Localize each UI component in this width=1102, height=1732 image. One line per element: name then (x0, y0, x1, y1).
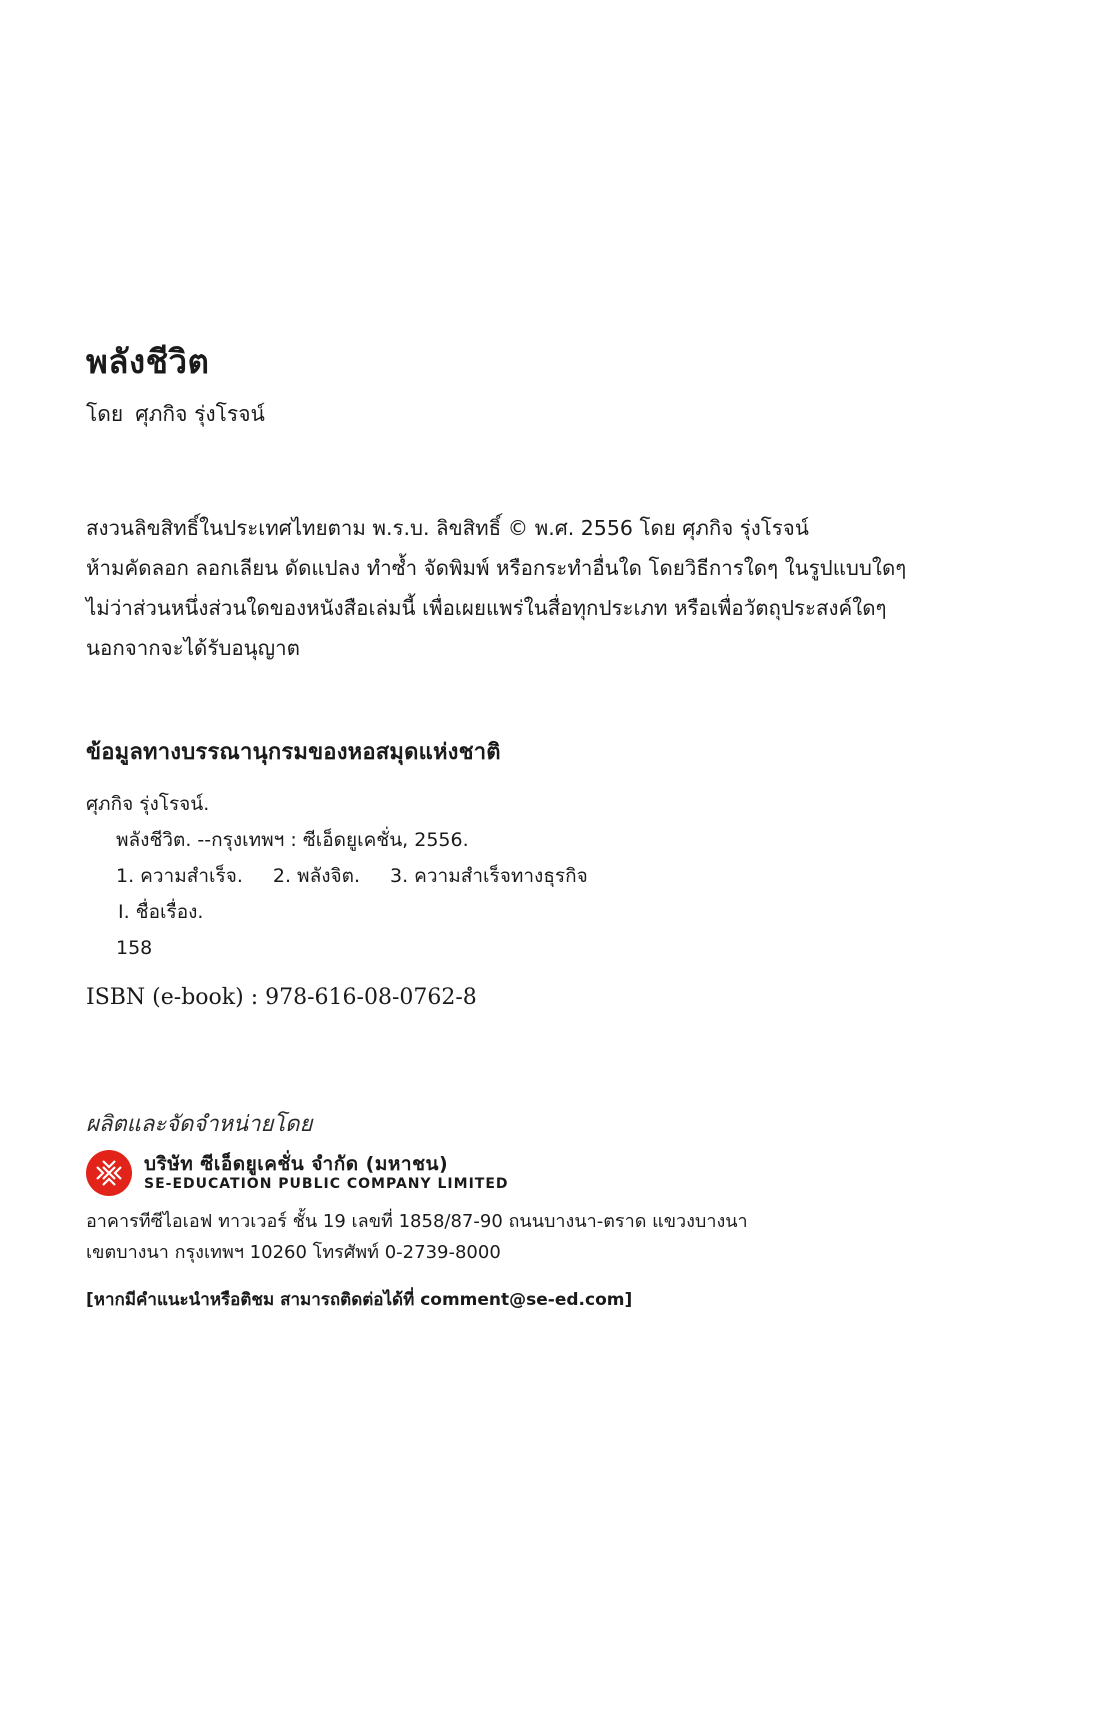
copyright-line: สงวนลิขสิทธิ์ในประเทศไทยตาม พ.ร.บ. ลิขสิทธิ์ © พ.ศ. 2556 โดย ศุภกิจ รุ่งโรจน์ (86, 516, 809, 540)
cip-title-entry: I. ชื่อเรื่อง. (118, 901, 204, 923)
address-line: อาคารทีซีไอเอฟ ทาวเวอร์ ชั้น 19 เลขที่ 1858/87-90 ถนนบางนา-ตราด แขวงบางนา (86, 1211, 748, 1232)
address-line: เขตบางนา กรุงเทพฯ 10260 โทรศัพท์ 0-2739-8000 (86, 1242, 501, 1263)
cip-class-number: 158 (116, 937, 153, 959)
copyright-line: นอกจากจะได้รับอนุญาต (86, 636, 300, 660)
book-title: พลังชีวิต (86, 342, 210, 381)
author-name: ศุภกิจ รุ่งโรจน์ (135, 402, 265, 426)
cip-imprint: พลังชีวิต. --กรุงเทพฯ : ซีเอ็ดยูเคชั่น, 2556. (116, 829, 469, 851)
publisher-address (86, 1206, 748, 1268)
author-prefix: โดย (86, 402, 124, 426)
cip-subject: 3. ความสำเร็จทางธุรกิจ (390, 865, 588, 887)
cip-subjects (86, 858, 588, 894)
cip-author: ศุภกิจ รุ่งโรจน์. (86, 793, 210, 815)
cip-subject: 2. พลังจิต. (272, 865, 361, 887)
contact-note: [หากมีคำแนะนำหรือติชม สามารถติดต่อได้ที่ comment@se-ed.com] (86, 1290, 633, 1310)
cip-heading: ข้อมูลทางบรรณานุกรมของหอสมุดแห่งชาติ (86, 740, 501, 765)
copyright-line: ไม่ว่าส่วนหนึ่งส่วนใดของหนังสือเล่มนี้ เพื่อเผยแพร่ในสื่อทุกประเภท หรือเพื่อวัตถุประสงค์ใดๆ (86, 596, 887, 620)
distributed-by-label: ผลิตและจัดจำหน่ายโดย (86, 1112, 313, 1137)
publisher-name-thai: บริษัท ซีเอ็ดยูเคชั่น จำกัด (มหาชน) (144, 1153, 449, 1175)
author-line (86, 398, 265, 431)
copyright-page (86, 0, 1102, 1732)
copyright-line: ห้ามคัดลอก ลอกเลียน ดัดแปลง ทำซ้ำ จัดพิมพ์ หรือกระทำอื่นใด โดยวิธีการใดๆ ในรูปแบบใดๆ (86, 556, 907, 580)
publisher-block (86, 1150, 509, 1196)
cip-block (86, 786, 588, 966)
copyright-notice (86, 508, 1016, 668)
publisher-name-english: SE-EDUCATION PUBLIC COMPANY LIMITED (144, 1176, 509, 1192)
isbn: ISBN (e-book) : 978-616-08-0762-8 (86, 985, 477, 1010)
cip-subject: 1. ความสำเร็จ. (116, 865, 243, 887)
se-ed-logo-icon (86, 1150, 132, 1196)
